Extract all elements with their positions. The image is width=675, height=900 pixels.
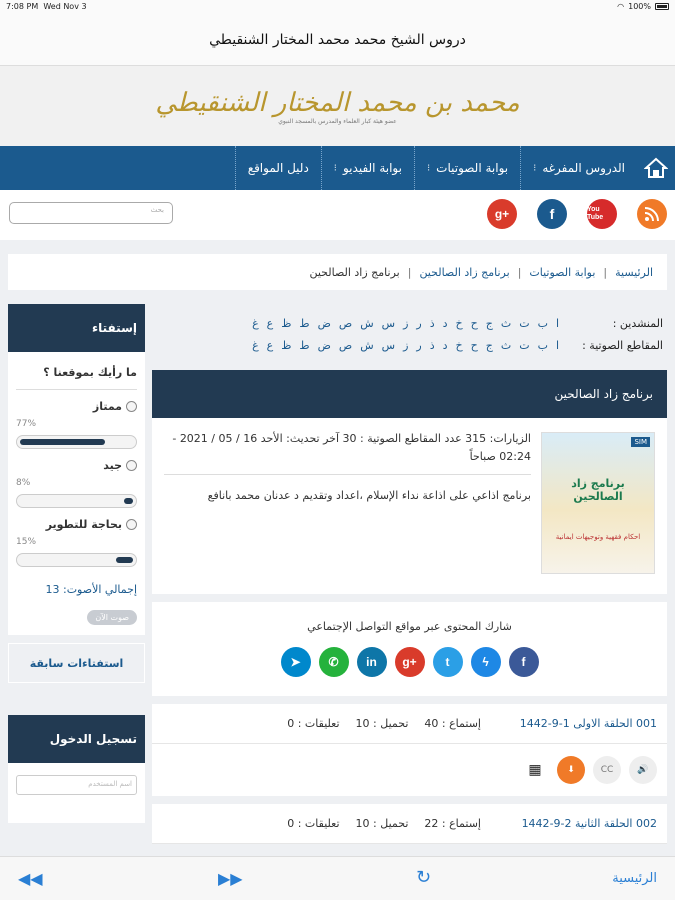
play-audio-icon[interactable]: 🔊 [629, 756, 657, 784]
letter-link[interactable]: ط [299, 338, 310, 352]
back-button[interactable]: ◀◀ [18, 869, 43, 888]
episode-title[interactable]: 002 الحلقة الثانية 2-9-1442 [521, 817, 657, 830]
letter-link[interactable]: د [442, 338, 448, 352]
episode-downloads: تحميل : 10 [355, 717, 409, 730]
previous-polls-button[interactable]: استفتاءات سابقة [8, 643, 145, 683]
dots-icon: ⁝ [533, 162, 537, 174]
googleplus-icon[interactable]: g+ [395, 647, 425, 677]
letter-link[interactable]: ص [338, 338, 353, 352]
letter-link[interactable]: ظ [281, 316, 292, 330]
facebook-icon[interactable]: f [537, 199, 567, 229]
episode-card [152, 804, 667, 844]
poll-progress-fill [124, 498, 133, 504]
clips-letters [156, 334, 663, 356]
letter-link[interactable]: ب [537, 338, 548, 352]
social-bar [0, 190, 675, 240]
poll-percent: 77% [16, 419, 37, 429]
letter-link[interactable]: ج [485, 316, 493, 330]
radio-button[interactable] [126, 460, 137, 471]
episode-comments: تعليقات : 0 [287, 717, 340, 730]
logo-subtitle: عضو هيئة كبار العلماء والمدرس بالمسجد النبوي [278, 117, 397, 125]
poll-progress-bar [16, 494, 137, 508]
site-logo: محمد بن محمد المختار الشنقيطي [155, 87, 520, 118]
refresh-icon[interactable]: ↻ [416, 867, 432, 888]
twitter-icon[interactable]: t [433, 647, 463, 677]
letter-link[interactable]: ز [403, 316, 409, 330]
clips-label: المقاطع الصوتية : [582, 338, 663, 352]
facebook-icon[interactable]: f [509, 647, 539, 677]
poll-progress-fill [20, 439, 105, 445]
status-time-date: 7:08 PM Wed Nov 3 [6, 2, 87, 11]
battery-icon [655, 3, 669, 10]
letter-link[interactable]: ش [360, 338, 374, 352]
letter-list [252, 339, 559, 352]
episode-downloads: تحميل : 10 [355, 817, 409, 830]
letter-link[interactable]: ظ [281, 338, 292, 352]
whatsapp-icon[interactable]: ✆ [319, 647, 349, 677]
forward-button[interactable]: ▶▶ [218, 869, 243, 888]
letter-link[interactable]: ص [338, 316, 353, 330]
qr-code-icon[interactable]: ▦ [521, 756, 549, 784]
nav-item-video[interactable]: بوابة الفيديو ⁝ [321, 146, 414, 190]
nav-item-audio[interactable]: بوابة الصوتيات ⁝ [414, 146, 520, 190]
cover-subtitle: احكام فقهية وتوجيهات ايمانية [555, 533, 641, 541]
status-right [617, 2, 669, 11]
share-panel [152, 602, 667, 696]
letter-link[interactable]: ث [500, 338, 512, 352]
cover-title: برنامج زاد الصالحين [571, 477, 625, 503]
letter-link[interactable]: ر [416, 316, 422, 330]
episode-listens: إستماع : 40 [424, 717, 481, 730]
program-cover-image[interactable] [541, 432, 655, 574]
letter-list [252, 317, 559, 330]
letter-link[interactable]: خ [455, 316, 463, 330]
letter-link[interactable]: ط [299, 316, 310, 330]
letter-link[interactable]: ب [537, 316, 548, 330]
radio-button[interactable] [126, 401, 137, 412]
letter-index [152, 304, 667, 356]
share-text: شارك المحتوى عبر مواقع التواصل الإجتماعي [307, 620, 512, 633]
main-nav [0, 146, 675, 190]
breadcrumb-separator: | [407, 265, 412, 279]
home-icon[interactable] [637, 146, 675, 190]
cover-badge: SIM [631, 437, 650, 447]
poll-percent: 15% [16, 537, 37, 547]
letter-link[interactable]: ض [317, 338, 331, 352]
letter-link[interactable]: ض [317, 316, 331, 330]
program-meta: الزيارات: 315 عدد المقاطع الصوتية : 30 آخر تحديث: الأحد 16 / 05 / 2021 - 02:24 صباحاً [164, 430, 531, 475]
episode-comments: تعليقات : 0 [287, 817, 340, 830]
bottom-toolbar [0, 856, 675, 900]
letter-link[interactable]: ش [360, 316, 374, 330]
letter-link[interactable]: ا [555, 338, 559, 352]
poll-total: إجمالي الأصوت: 13 [45, 583, 137, 596]
main-content [152, 304, 667, 844]
telegram-icon[interactable]: ➤ [281, 647, 311, 677]
episode-title[interactable]: 001 الحلقة الاولى 1-9-1442 [519, 717, 657, 730]
vote-button[interactable]: صوت الآن [87, 610, 137, 625]
window-title: دروس الشيخ محمد محمد المختار الشنقيطي [0, 14, 675, 66]
letter-link[interactable]: ا [555, 316, 559, 330]
letter-link[interactable]: ر [416, 338, 422, 352]
letter-link[interactable]: ت [519, 316, 530, 330]
breadcrumb-audio[interactable]: بوابة الصوتيات [529, 265, 596, 279]
breadcrumb-separator: | [517, 265, 522, 279]
breadcrumb-current: برنامج زاد الصالحين [309, 265, 400, 279]
radio-button[interactable] [126, 519, 137, 530]
search-input[interactable]: بحث [9, 202, 173, 224]
breadcrumb [8, 254, 667, 290]
breadcrumb-home[interactable]: الرئيسية [615, 265, 653, 279]
reciters-letters [156, 312, 663, 334]
letter-link[interactable]: خ [455, 338, 463, 352]
letter-link[interactable]: د [442, 316, 448, 330]
messenger-icon[interactable]: ϟ [471, 647, 501, 677]
letter-link[interactable]: س [381, 338, 396, 352]
download-icon[interactable]: ⬇ [557, 756, 585, 784]
cc-icon[interactable]: CC [593, 756, 621, 784]
letter-link[interactable]: ح [470, 338, 478, 352]
battery-percent: 100% [628, 2, 651, 11]
youtube-icon[interactable]: You Tube [587, 199, 617, 229]
poll-option[interactable]: بحاجة للتطوير [16, 518, 137, 531]
linkedin-icon[interactable]: in [357, 647, 387, 677]
letter-link[interactable]: ع [266, 338, 274, 352]
program-card [152, 418, 667, 594]
poll-percent: 8% [16, 478, 31, 488]
letter-link[interactable]: ذ [429, 338, 435, 352]
program-header: برنامج زاد الصالحين [152, 370, 667, 418]
googleplus-icon[interactable]: g+ [487, 199, 517, 229]
episode-card [152, 704, 667, 796]
site-banner[interactable] [0, 66, 675, 146]
poll-question: ما رأيك بموقعنا ؟ [16, 358, 137, 390]
poll-progress-bar [16, 435, 137, 449]
share-icons [152, 647, 667, 677]
episode-actions [152, 744, 667, 796]
table-row [152, 704, 667, 744]
episode-listens: إستماع : 22 [424, 817, 481, 830]
dots-icon: ⁝ [426, 162, 431, 174]
status-bar [0, 0, 675, 14]
table-row [152, 804, 667, 844]
sidebar [8, 304, 145, 823]
letter-link[interactable]: ث [500, 316, 512, 330]
letter-link[interactable]: غ [252, 338, 259, 352]
letter-link[interactable]: ع [266, 316, 274, 330]
letter-link[interactable]: ح [470, 316, 478, 330]
letter-link[interactable]: ذ [429, 316, 435, 330]
poll-option[interactable]: ممتاز [16, 400, 137, 413]
letter-link[interactable]: ز [403, 338, 409, 352]
poll-progress-fill [116, 557, 133, 563]
letter-link[interactable]: ت [519, 338, 530, 352]
poll-panel [8, 352, 145, 635]
poll-option[interactable]: جيد [16, 459, 137, 472]
breadcrumb-program[interactable]: برنامج زاد الصالحين [419, 265, 510, 279]
username-field[interactable]: اسم المستخدم [16, 775, 137, 795]
home-button[interactable]: الرئيسية [612, 871, 657, 886]
rss-icon[interactable] [637, 199, 667, 229]
reciters-label: المنشدين : [612, 316, 663, 330]
login-header: تسجيل الدخول [8, 715, 145, 763]
wifi-icon: ◠ [617, 2, 625, 11]
program-description: برنامج اذاعي على اذاعة نداء الإسلام ،اعداد وتقديم د عدنان محمد بانافع [207, 489, 531, 502]
letter-link[interactable]: ج [485, 338, 493, 352]
letter-link[interactable]: س [381, 316, 396, 330]
login-panel [8, 763, 145, 823]
breadcrumb-separator: | [603, 265, 608, 279]
letter-link[interactable]: غ [252, 316, 259, 330]
dots-icon: ⁝ [333, 162, 337, 174]
nav-item-sites[interactable]: دليل المواقع [235, 146, 321, 190]
poll-header: إستفتاء [8, 304, 145, 352]
poll-progress-bar [16, 553, 137, 567]
nav-item-transcribed[interactable]: الدروس المفرغه ⁝ [520, 146, 637, 190]
